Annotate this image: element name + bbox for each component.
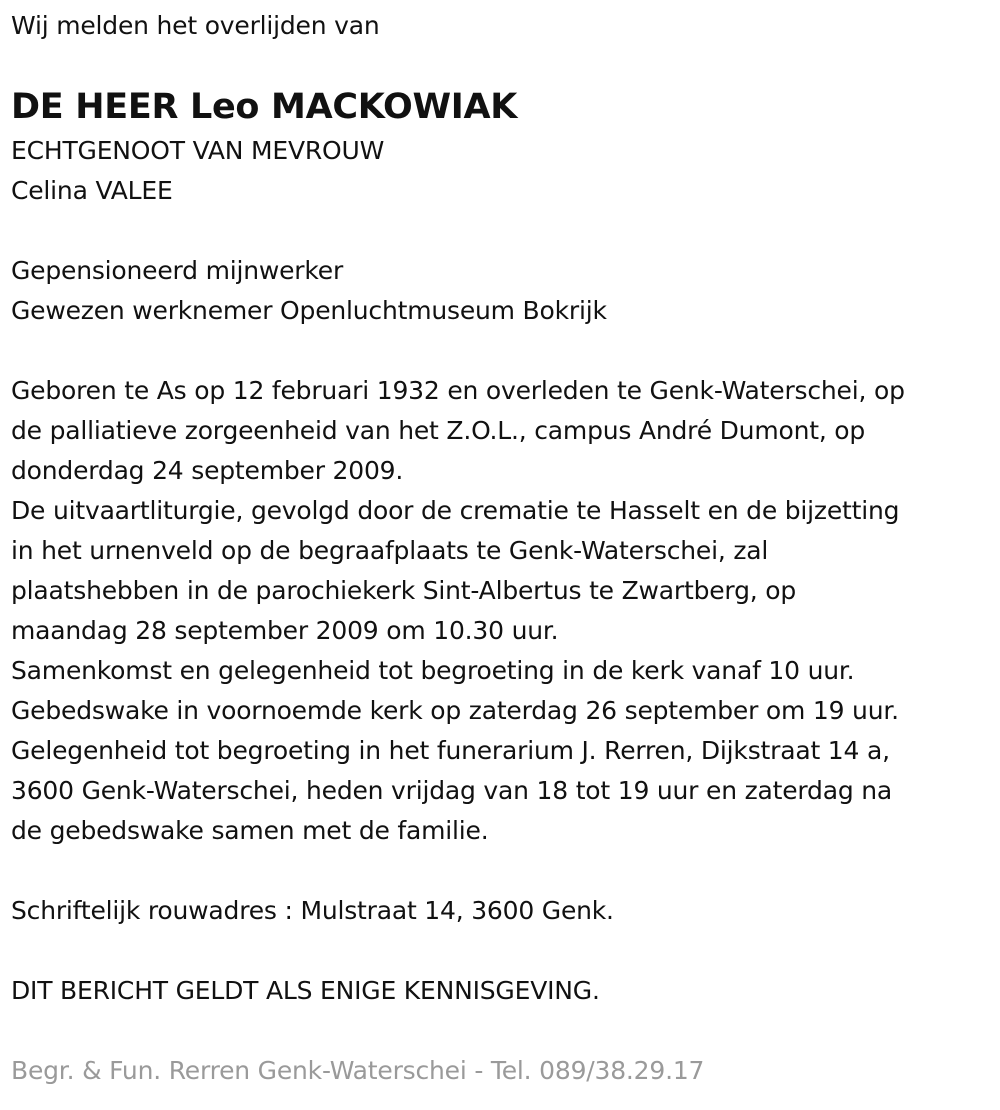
spacer [11,211,991,251]
details-line: in het urnenveld op de begraafplaats te Genk-Waterschei, zal [11,536,769,565]
details-line: donderdag 24 september 2009. [11,456,404,485]
spouse-relation: ECHTGENOOT VAN MEVROUW [11,136,385,165]
details-line: de palliatieve zorgeenheid van het Z.O.L., campus André Dumont, op [11,416,866,445]
spouse-name: Celina VALEE [11,176,173,205]
spacer [11,851,991,891]
details-line: de gebedswake samen met de familie. [11,816,489,845]
details-line: Samenkomst en gelegenheid tot begroeting in de kerk vanaf 10 uur. [11,656,855,685]
details-line: maandag 28 september 2009 om 10.30 uur. [11,616,559,645]
intro-text: Wij melden het overlijden van [11,11,380,40]
details-line: Geboren te As op 12 februari 1932 en overleden te Genk-Waterschei, op [11,376,905,405]
details-line: 3600 Genk-Waterschei, heden vrijdag van 18 tot 19 uur en zaterdag na [11,776,893,805]
obituary-notice [11,0,991,1091]
spacer [11,1011,991,1051]
occupation-line: Gepensioneerd mijnwerker [11,256,344,285]
occupation-line: Gewezen werknemer Openluchtmuseum Bokrijk [11,296,607,325]
official-notice: DIT BERICHT GELDT ALS ENIGE KENNISGEVING. [11,976,600,1005]
details-line: Gebedswake in voornoemde kerk op zaterdag 26 september om 19 uur. [11,696,899,725]
deceased-name: DE HEER Leo MACKOWIAK [11,87,518,127]
condolence-address: Schriftelijk rouwadres : Mulstraat 14, 3600 Genk. [11,896,614,925]
details-line: Gelegenheid tot begroeting in het funerarium J. Rerren, Dijkstraat 14 a, [11,736,890,765]
spacer [11,331,991,371]
details-line: plaatshebben in de parochiekerk Sint-Albertus te Zwartberg, op [11,576,797,605]
funeral-home-footer: Begr. & Fun. Rerren Genk-Waterschei - Tel. 089/38.29.17 [11,1056,705,1085]
details-text [11,371,991,851]
spacer [11,931,991,971]
details-line: De uitvaartliturgie, gevolgd door de crematie te Hasselt en de bijzetting [11,496,900,525]
